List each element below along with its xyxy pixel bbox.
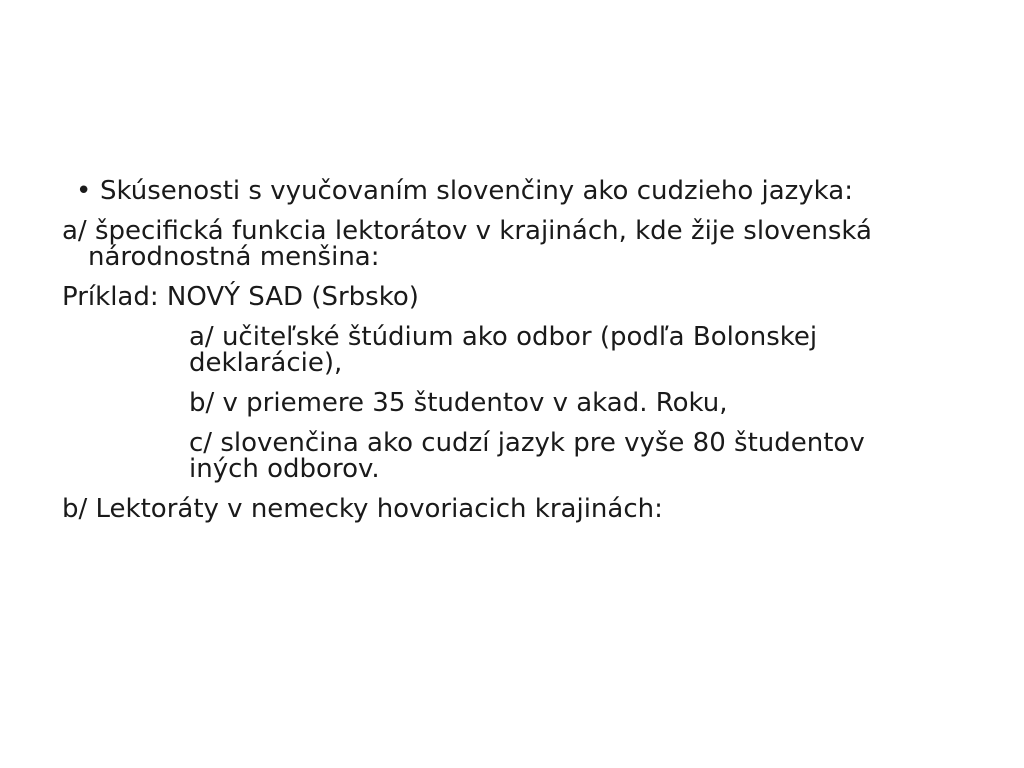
bullet-dot-icon: • bbox=[76, 176, 92, 206]
item-a-line2: národnostná menšina: bbox=[88, 242, 380, 272]
sub-item-c-line2: iných odborov. bbox=[189, 454, 380, 484]
slide-content bbox=[62, 178, 962, 522]
sub-item-c-line1: c/ slovenčina ako cudzí jazyk pre vyše 80 študentov bbox=[189, 428, 865, 458]
item-b: b/ Lektoráty v nemecky hovoriacich krajinách: bbox=[62, 494, 663, 524]
sub-item-a-line2: deklarácie), bbox=[189, 348, 343, 378]
bullet-item bbox=[62, 178, 962, 204]
bullet-text: Skúsenosti s vyučovaním slovenčiny ako cudzieho jazyka: bbox=[100, 176, 853, 206]
item-a-line1: a/ špecifická funkcia lektorátov v krajinách, kde žije slovenská bbox=[62, 216, 872, 246]
sub-item-b: b/ v priemere 35 študentov v akad. Roku, bbox=[189, 388, 728, 418]
example-label: Príklad: NOVÝ SAD (Srbsko) bbox=[62, 282, 419, 312]
sub-item-a-line1: a/ učiteľské štúdium ako odbor (podľa Bolonskej bbox=[189, 322, 818, 352]
